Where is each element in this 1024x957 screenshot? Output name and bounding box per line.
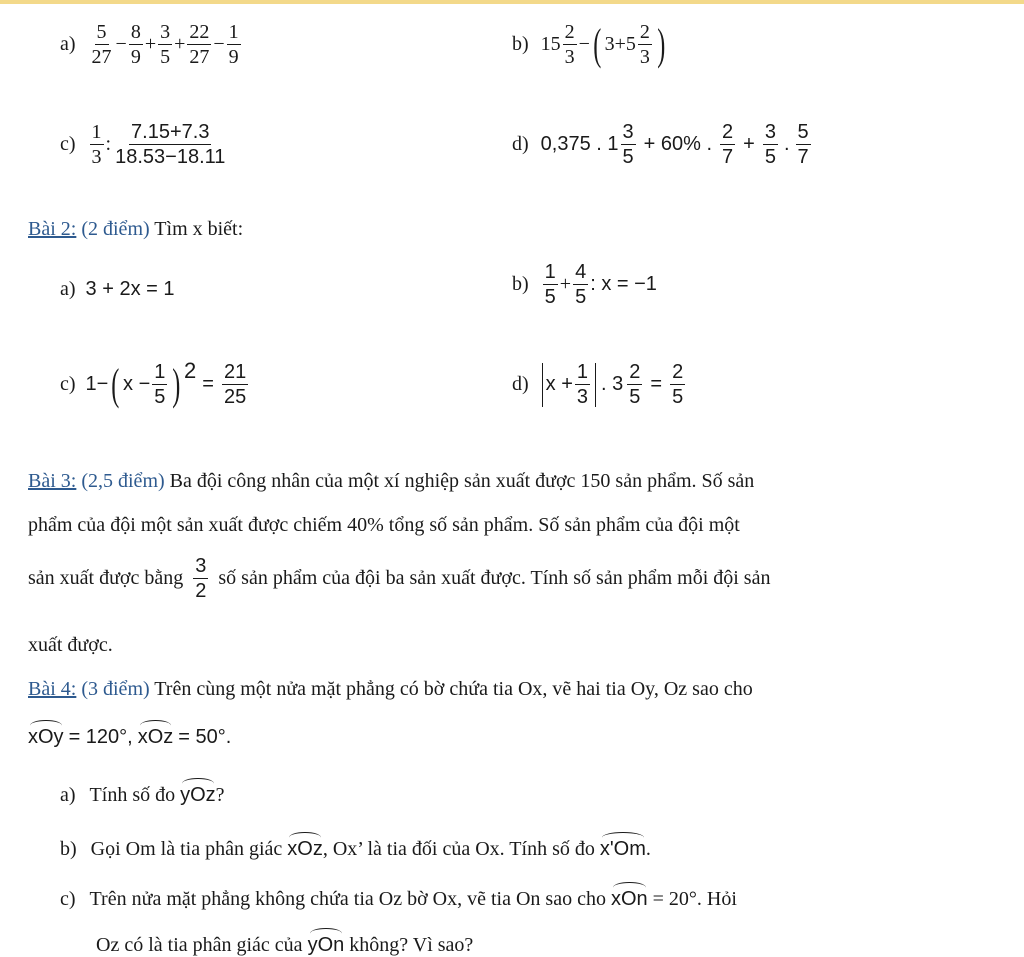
numerator: 7.15+7.3 (131, 121, 210, 143)
parenthesis: ( (593, 19, 602, 69)
section-3-line-2: phẩm của đội một sản xuất được chiếm 40% tổng số sản phẩm. Số sản phẩm của đội một (28, 514, 740, 536)
numerator: 3 (160, 21, 171, 43)
denominator: 3 (91, 146, 102, 168)
denominator: 7 (722, 146, 734, 168)
fraction (90, 122, 104, 167)
exercise-4c: c) Trên nửa mặt phẳng không chứa tia Oz bờ Ox, vẽ tia On sao cho xOn = 20°. Hỏi (60, 884, 737, 911)
fraction (543, 262, 558, 307)
denominator: 9 (130, 46, 141, 68)
numerator: 2 (639, 21, 650, 43)
section-3-line-4: xuất được. (28, 634, 113, 656)
exercise-1a: a) $\frac{5}{27}$ − $\frac{8}{9}$ + $\frac{3}{5}$ + $\frac{22}{27}$ − $\frac{1}{9}$ (60, 21, 239, 68)
fraction (796, 122, 811, 167)
denominator: 3 (564, 46, 575, 68)
denominator: 5 (629, 386, 641, 408)
fraction (575, 362, 590, 407)
denominator: 25 (223, 386, 247, 408)
denominator: 5 (160, 46, 171, 68)
denominator: 9 (228, 46, 239, 68)
section-4-line-1: Bài 4: (3 điểm) Trên cùng một nửa mặt phẳng có bờ chứa tia Ox, vẽ hai tia Oy, Oz sao cho (28, 678, 753, 700)
exercise-2a: a) 3 + 2x = 1 (60, 278, 175, 300)
angle: xOn (611, 884, 648, 911)
fraction (113, 122, 227, 167)
numerator: 2 (672, 361, 684, 383)
numerator: 2 (629, 361, 641, 383)
denominator: 27 (91, 46, 112, 68)
numerator: 22 (189, 21, 210, 43)
fraction (627, 362, 642, 407)
fraction (621, 122, 636, 167)
exercise-2d: d) x + $\frac{1}{3}$ . 3 $\frac{2}{5}$ = $\frac{2}{5}$ (512, 361, 684, 408)
numerator: 21 (223, 361, 247, 383)
section-3-line-1: Bài 3: (2,5 điểm) Ba đội công nhân của một xí nghiệp sản xuất được 150 sản phẩm. Số sản (28, 470, 755, 492)
denominator: 5 (622, 146, 634, 168)
angle: yOn (308, 930, 345, 957)
numerator: 5 (96, 21, 107, 43)
numerator: 3 (195, 555, 207, 577)
fraction (638, 22, 652, 67)
denominator: 7 (797, 146, 809, 168)
fraction (720, 122, 735, 167)
fraction (563, 22, 577, 67)
parenthesis: ( (111, 359, 120, 409)
item-label: c) (60, 373, 76, 395)
fraction (187, 22, 211, 67)
denominator: 5 (672, 386, 684, 408)
exercise-4b: b) Gọi Om là tia phân giác xOz, Ox’ là tia đối của Ox. Tính số đo x'Om. (60, 834, 651, 861)
denominator: 3 (639, 46, 650, 68)
numerator: 3 (622, 121, 634, 143)
exercise-4a: a) Tính số đo yOz? (60, 780, 225, 807)
angle: xOy (28, 722, 64, 749)
angle: xOz (287, 834, 323, 861)
parenthesis: ) (657, 19, 666, 69)
angle: x'Om (600, 834, 646, 861)
absolute-bar (542, 363, 543, 407)
angle: yOz (180, 780, 216, 807)
fraction (90, 22, 114, 67)
exercise-2b: b) $\frac{1}{5}$ + $\frac{4}{5}$ : x = −1 (512, 261, 657, 308)
denominator: 18.53−18.11 (115, 146, 226, 168)
angle: xOz (138, 722, 174, 749)
section-2-heading: Bài 2: (2 điểm) Tìm x biết: (28, 218, 244, 240)
exercise-2c: c) 1− ( x − $\frac{1}{5}$ ) 2 = $\frac{21}{25}$ (60, 358, 247, 409)
numerator: 2 (722, 121, 734, 143)
denominator: 27 (189, 46, 210, 68)
denominator: 5 (575, 286, 587, 308)
section-4-line-2: xOy = 120°, xOz = 50°. (28, 722, 231, 749)
numerator: 1 (228, 21, 239, 43)
parenthesis: ) (172, 359, 181, 409)
absolute-bar (595, 363, 596, 407)
fraction (763, 122, 778, 167)
fraction (227, 22, 241, 67)
top-accent-bar (0, 0, 1024, 4)
numerator: 4 (575, 261, 587, 283)
item-label: c) (60, 133, 76, 155)
item-label: d) (512, 133, 529, 155)
item-label: a) (60, 784, 76, 806)
exercise-1c: c) $\frac{1}{3}$ : $\frac{7.15+7.3}{18.53-18.11}$ (60, 121, 226, 168)
fraction (129, 22, 143, 67)
numerator: 1 (576, 361, 589, 383)
exercise-4c-continued: Oz có là tia phân giác của yOn không? Vì sao? (96, 930, 473, 957)
denominator: 2 (195, 580, 207, 602)
numerator: 8 (130, 21, 141, 43)
denominator: 3 (576, 386, 589, 408)
fraction (193, 556, 208, 601)
numerator: 3 (764, 121, 776, 143)
exercise-1b: b) 15 $\frac{2}{3}$ − ( 3+5 $\frac{2}{3}$ ) (512, 19, 666, 69)
fraction (670, 362, 685, 407)
item-label: d) (512, 373, 529, 395)
fraction (222, 362, 248, 407)
numerator: 2 (564, 21, 575, 43)
item-label: b) (60, 838, 77, 860)
numerator: 1 (154, 361, 166, 383)
fraction (152, 362, 167, 407)
item-label: c) (60, 888, 76, 910)
numerator: 5 (797, 121, 809, 143)
item-label: b) (512, 33, 529, 55)
item-label: b) (512, 273, 529, 295)
exercise-1d: d) 0,375 . 1 $\frac{3}{5}$ + 60% . $\frac{2}{7}$ + $\frac{3}{5}$ . $\frac{5}{7}$ (512, 121, 809, 168)
item-label: a) (60, 33, 76, 55)
denominator: 5 (154, 386, 166, 408)
numerator: 1 (91, 121, 102, 143)
section-3-line-3: sản xuất được bằng $\frac{3}{2}$ số sản phẩm của đội ba sản xuất được. Tính số sản phẩm mỗi đội sản (28, 555, 771, 602)
fraction (573, 262, 588, 307)
denominator: 5 (544, 286, 556, 308)
denominator: 5 (764, 146, 776, 168)
item-label: a) (60, 278, 76, 300)
fraction (158, 22, 172, 67)
numerator: 1 (544, 261, 556, 283)
